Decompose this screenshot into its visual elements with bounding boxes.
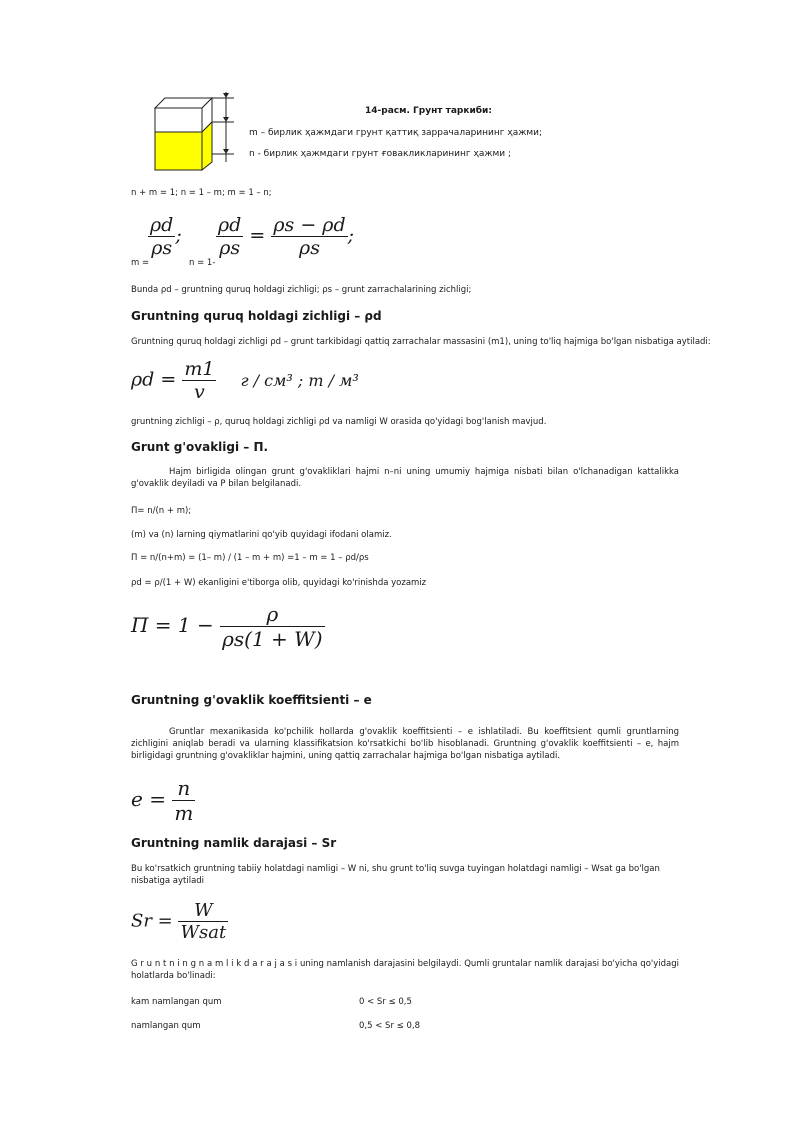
m-formula xyxy=(148,214,182,259)
porosity-line-3: П = n/(n+m) = (1– m) / (1 – m + m) =1 – m = 1 – ρd/ρs xyxy=(131,553,369,563)
n-label: n = 1- xyxy=(189,258,216,268)
saturation-spaced-term: G r u n t n i n g n a m l i k d a r a j a s i xyxy=(131,959,298,969)
saturation-intro-rest: uning namlanish darajasini belgilaydi. Qumli gruntalar namlik darajasi bo'yicha qo'yidagi holatlarda bo'linadi: xyxy=(131,959,679,981)
saturation-paragraph: Bu ko'rsatkich gruntning tabiiy holatdagi namligi – W ni, shu grunt to'liq suvga tuyingan holatdagi namligi – Wsat ga bo'lgan nisbatiga aytiladi xyxy=(131,864,660,886)
heading-saturation: Gruntning namlik darajasi – Sr xyxy=(131,836,337,850)
soil-composition-figure xyxy=(150,92,245,172)
dry-density-lhs: ρd = xyxy=(131,368,177,391)
porosity-formula xyxy=(131,602,325,651)
heading-void-ratio: Gruntning g'ovaklik koeffitsienti – e xyxy=(131,693,372,707)
porosity-line-2: (m) va (n) larning qiymatlarini qo'yib quyidagi ifodani olamiz. xyxy=(131,530,392,540)
void-ratio-paragraph: Gruntlar mexanikasida ko'pchilik hollarda g'ovaklik koeffitsienti – e ishlatiladi. Bu koeffitsient qumli gruntlarning zichligini aniqlab beradi va ularning klassifikatsion ko'rsatkichi bo'lib hisoblanadi. Gruntning g'ovaklik koeffitsienti – e, hajm birligidagi gruntning g'ovakliklar hajmini, uning qattiq zarrachalar hajmiga bo'lgan nisbatiga aytiladi. xyxy=(131,727,679,761)
dry-density-formula xyxy=(131,358,359,403)
figure-legend-m: m – бирлик ҳажмдаги грунт қаттиқ заррачаларининг ҳажми; xyxy=(249,128,542,138)
class-row-value: 0 < Sr ≤ 0,5 xyxy=(359,997,412,1007)
m-label: m = xyxy=(131,258,150,268)
porosity-lhs: П = 1 − xyxy=(131,613,214,637)
dry-density-denominator: v xyxy=(182,380,216,403)
m-semicolon: ; xyxy=(175,224,182,247)
heading-dry-density: Gruntning quruq holdagi zichligi – ρd xyxy=(131,309,382,323)
saturation-formula xyxy=(131,900,228,943)
bunda-line: Bunda ρd – gruntning quruq holdagi zichligi; ρs – grunt zarrachalarining zichligi; xyxy=(131,285,472,295)
class-row-label: namlangan qum xyxy=(131,1021,201,1031)
saturation-lhs: Sr = xyxy=(131,910,173,932)
dry-density-units: г / см³ ; т / м³ xyxy=(240,370,359,390)
m-numerator: ρd xyxy=(150,214,174,236)
n-eq-numerator: ρs − ρd xyxy=(273,214,346,236)
density-relation-note: gruntning zichligi – ρ, quruq holdagi zichligi ρd va namligi W orasida qo'yidagi bog'lanish mavjud. xyxy=(131,417,547,427)
porosity-line-4: ρd = ρ/(1 + W) ekanligini e'tiborga olib, quyidagi ko'rinishda yozamiz xyxy=(131,578,427,588)
m-denominator: ρs xyxy=(148,236,175,259)
void-ratio-numerator: n xyxy=(177,776,191,800)
n-numerator: ρd xyxy=(218,214,242,236)
saturation-denominator: Wsat xyxy=(180,922,227,943)
relations-line: n + m = 1; n = 1 – m; m = 1 – n; xyxy=(131,188,272,198)
figure-legend-n: n - бирлик ҳажмдаги грунт ғовакликларининг ҳажми ; xyxy=(249,149,511,159)
n-formula xyxy=(216,214,354,259)
class-row-label: kam namlangan qum xyxy=(131,997,222,1007)
porosity-paragraph: Hajm birligida olingan grunt g'ovakliklari hajmi n–ni uning umumiy hajmiga nisbati bilan o'lchanadigan kattalikka g'ovaklik deyiladi va P bilan belgilanadi. xyxy=(131,467,679,489)
class-row-value: 0,5 < Sr ≤ 0,8 xyxy=(359,1021,420,1031)
porosity-denominator: ρs(1 + W) xyxy=(222,627,323,651)
figure-title: 14-расм. Грунт таркиби: xyxy=(365,106,492,116)
n-eq-denominator: ρs xyxy=(271,236,347,259)
n-denominator: ρs xyxy=(216,236,243,259)
void-ratio-denominator: m xyxy=(174,801,194,825)
void-ratio-lhs: e = xyxy=(131,787,166,811)
porosity-line-1: П= n/(n + m); xyxy=(131,506,192,516)
n-semicolon: ; xyxy=(347,224,355,247)
void-ratio-formula xyxy=(131,776,195,825)
heading-porosity: Grunt g'ovakligi – П. xyxy=(131,440,269,454)
porosity-numerator: ρ xyxy=(266,602,279,626)
saturation-classification-intro xyxy=(131,958,679,982)
dry-density-numerator: m1 xyxy=(184,358,215,380)
saturation-numerator: W xyxy=(194,900,213,921)
dry-density-definition: Gruntning quruq holdagi zichligi ρd – grunt tarkibidagi qattiq zarrachalar massasini (m1), uning to'liq hajmiga bo'lgan nisbatiga aytiladi: xyxy=(131,337,711,347)
n-equals: = xyxy=(249,224,266,247)
